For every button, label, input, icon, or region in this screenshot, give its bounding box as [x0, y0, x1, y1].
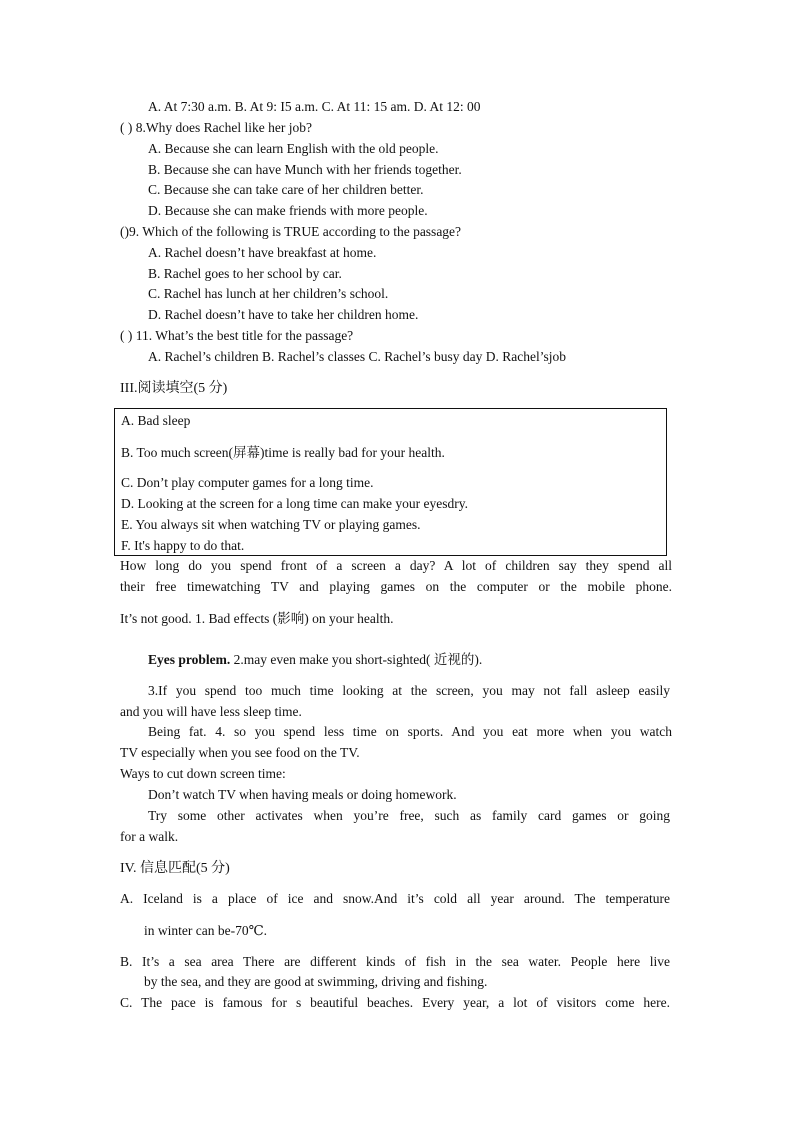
q8-option-d: D. Because she can make friends with more people.: [148, 203, 428, 218]
section3-heading: III.阅读填空(5 分): [120, 381, 228, 396]
passage-line-4a: 3.If you spend too much time looking at the screen, you may not fall asleep easily: [148, 683, 670, 698]
passage-line-3: [148, 651, 482, 669]
box-option-d: D. Looking at the screen for a long time can make your eyesdry.: [121, 496, 469, 511]
q9-stem: ()9. Which of the following is TRUE according to the passage?: [120, 224, 462, 239]
eyes-problem-text: 2.may even make you short-sighted( 近视的).: [230, 652, 483, 667]
passage-line-1a: How long do you spend front of a screen a day? A lot of children say they spend all: [120, 558, 672, 573]
q11-options: A. Rachel’s children B. Rachel’s classes C. Rachel’s busy day D. Rachel’sjob: [148, 349, 567, 364]
q9-option-d: D. Rachel doesn’t have to take her children home.: [148, 307, 419, 322]
info-b-line-2: by the sea, and they are good at swimming, driving and fishing.: [144, 974, 488, 989]
info-a-line-2: in winter can be-70℃.: [144, 923, 268, 938]
passage-line-4b: and you will have less sleep time.: [120, 704, 302, 719]
passage-line-5b: TV especially when you see food on the TV.: [120, 745, 360, 760]
passage-line-6: Ways to cut down screen time:: [120, 766, 286, 781]
info-b-line-1: B. It’s a sea area There are different kinds of fish in the sea water. People here live: [120, 954, 670, 969]
q8-option-a: A. Because she can learn English with the old people.: [148, 141, 439, 156]
box-option-a: A. Bad sleep: [121, 413, 191, 428]
q9-option-a: A. Rachel doesn’t have breakfast at home.: [148, 245, 377, 260]
q9-option-c: C. Rachel has lunch at her children’s school.: [148, 286, 389, 301]
passage-line-7: Don’t watch TV when having meals or doing homework.: [148, 787, 457, 802]
box-option-f: F. It's happy to do that.: [121, 538, 245, 553]
q8-option-b: B. Because she can have Munch with her friends together.: [148, 162, 462, 177]
passage-line-8b: for a walk.: [120, 829, 179, 844]
info-a-line-1: A. Iceland is a place of ice and snow.And it’s cold all year around. The temperature: [120, 891, 670, 906]
q11-stem: ( ) 11. What’s the best title for the passage?: [120, 328, 354, 343]
q8-stem: ( ) 8.Why does Rachel like her job?: [120, 120, 312, 135]
passage-line-5a: Being fat. 4. so you spend less time on sports. And you eat more when you watch: [148, 724, 672, 739]
passage-line-8a: Try some other activates when you’re free, such as family card games or going: [148, 808, 670, 823]
box-option-c: C. Don’t play computer games for a long time.: [121, 475, 374, 490]
q8-option-c: C. Because she can take care of her children better.: [148, 182, 424, 197]
q7-options: A. At 7:30 a.m. B. At 9: I5 a.m. C. At 11: 15 am. D. At 12: 00: [148, 99, 481, 114]
box-option-b: B. Too much screen(屏幕)time is really bad for your health.: [121, 445, 445, 460]
section4-heading: IV. 信息匹配(5 分): [120, 861, 230, 876]
passage-line-2: It’s not good. 1. Bad effects (影响) on your health.: [120, 611, 394, 626]
eyes-problem-label: Eyes problem.: [148, 652, 231, 667]
passage-line-1b: their free timewatching TV and playing games on the computer or the mobile phone.: [120, 579, 672, 594]
box-option-e: E. You always sit when watching TV or playing games.: [121, 517, 421, 532]
word-bank-box: [114, 408, 667, 556]
q9-option-b: B. Rachel goes to her school by car.: [148, 266, 342, 281]
info-c-line-1: C. The pace is famous for s beautiful beaches. Every year, a lot of visitors come here.: [120, 995, 670, 1010]
